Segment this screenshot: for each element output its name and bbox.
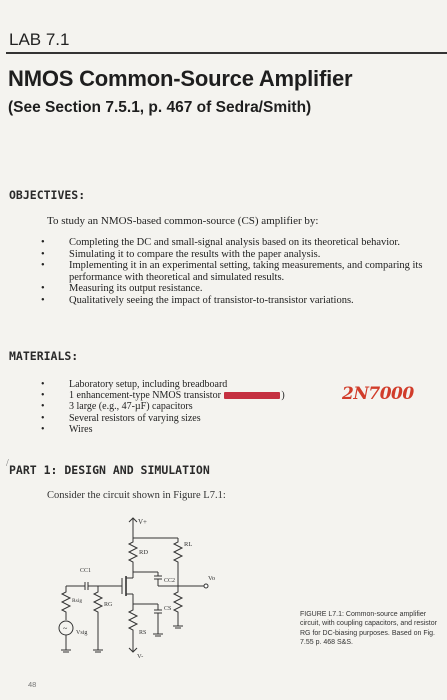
list-item: • Completing the DC and small-signal analysis based on its theoretical behavior. <box>41 237 400 248</box>
output-terminal <box>204 584 208 588</box>
vminus-label: V- <box>137 653 144 660</box>
bullet-icon: • <box>41 423 45 435</box>
objectives-list <box>38 237 434 306</box>
figure-caption: FIGURE L7.1: Common-source amplifier circuit, with coupling capacitors, and resistor RG for DC-biasing purposes. Based on Fig. 7.55 p. 468 S&S. <box>300 611 437 647</box>
rl-label: RL <box>184 541 193 548</box>
handwritten-part-number: 2N7000 <box>342 384 414 404</box>
part1-intro: Consider the circuit shown in Figure L7.1: <box>47 490 226 501</box>
margin-mark: / <box>6 458 9 469</box>
rd-resistor <box>129 538 137 568</box>
list-item: • Laboratory setup, including breadboard <box>41 379 228 390</box>
cs-label: CS <box>164 606 172 612</box>
part1-heading: PART 1: DESIGN AND SIMULATION <box>9 463 210 477</box>
vsig-label: Vsig <box>76 630 88 636</box>
list-item: • Simulating it to compare the results with the paper analysis. <box>41 248 321 260</box>
page-subtitle: (See Section 7.5.1, p. 467 of Sedra/Smith) <box>8 99 312 116</box>
bullet-icon: • <box>41 237 45 248</box>
list-item: • 3 large (e.g., 47-µF) capacitors <box>41 401 193 413</box>
page-number: 48 <box>28 680 37 689</box>
list-item: • Measuring its output resistance. <box>41 283 203 294</box>
rsig-label: Rsig <box>72 598 83 604</box>
rsig-resistor <box>62 586 70 620</box>
lab-number: LAB 7.1 <box>9 30 70 49</box>
materials-heading: MATERIALS: <box>9 349 79 363</box>
list-item: • 1 enhancement-type NMOS transistor ) <box>41 390 285 402</box>
header-rule <box>6 52 447 54</box>
rd-label: RD <box>139 549 149 556</box>
list-item: • Implementing it in an experimental setting, taking measurements, and comparing its performance with theoretical and simulated results. <box>41 260 423 283</box>
materials-list <box>38 379 338 435</box>
list-item: • Wires <box>41 423 93 435</box>
rl-resistor <box>174 538 182 568</box>
rs-resistor <box>129 604 137 640</box>
page-title: NMOS Common-Source Amplifier <box>8 66 353 91</box>
cc2-label: CC2 <box>164 578 176 584</box>
objectives-heading: OBJECTIVES: <box>9 188 86 202</box>
rg-resistor <box>94 586 102 622</box>
list-item: • Several resistors of varying sizes <box>41 412 201 424</box>
bullet-icon: • <box>41 248 45 260</box>
bullet-icon: • <box>41 412 45 424</box>
vo-label: Vo <box>208 575 216 582</box>
bullet-icon: • <box>41 260 45 271</box>
rg-label: RG <box>104 602 113 608</box>
crossed-out-scribble <box>224 392 280 399</box>
cc1-label: CC1 <box>80 568 92 574</box>
bullet-icon: • <box>41 379 45 390</box>
bullet-icon: • <box>41 390 45 402</box>
bullet-icon: • <box>41 401 45 413</box>
objectives-intro: To study an NMOS-based common-source (CS) amplifier by: <box>47 215 319 227</box>
list-item: • Qualitatively seeing the impact of transistor-to-transistor variations. <box>41 294 354 306</box>
sine-glyph: ~ <box>63 624 68 633</box>
circuit-schematic <box>58 510 298 670</box>
bullet-icon: • <box>41 294 45 306</box>
bullet-icon: • <box>41 283 45 294</box>
rs-label: RS <box>139 630 147 636</box>
output-resistor <box>174 586 182 626</box>
vdd-label: V+ <box>138 518 148 526</box>
